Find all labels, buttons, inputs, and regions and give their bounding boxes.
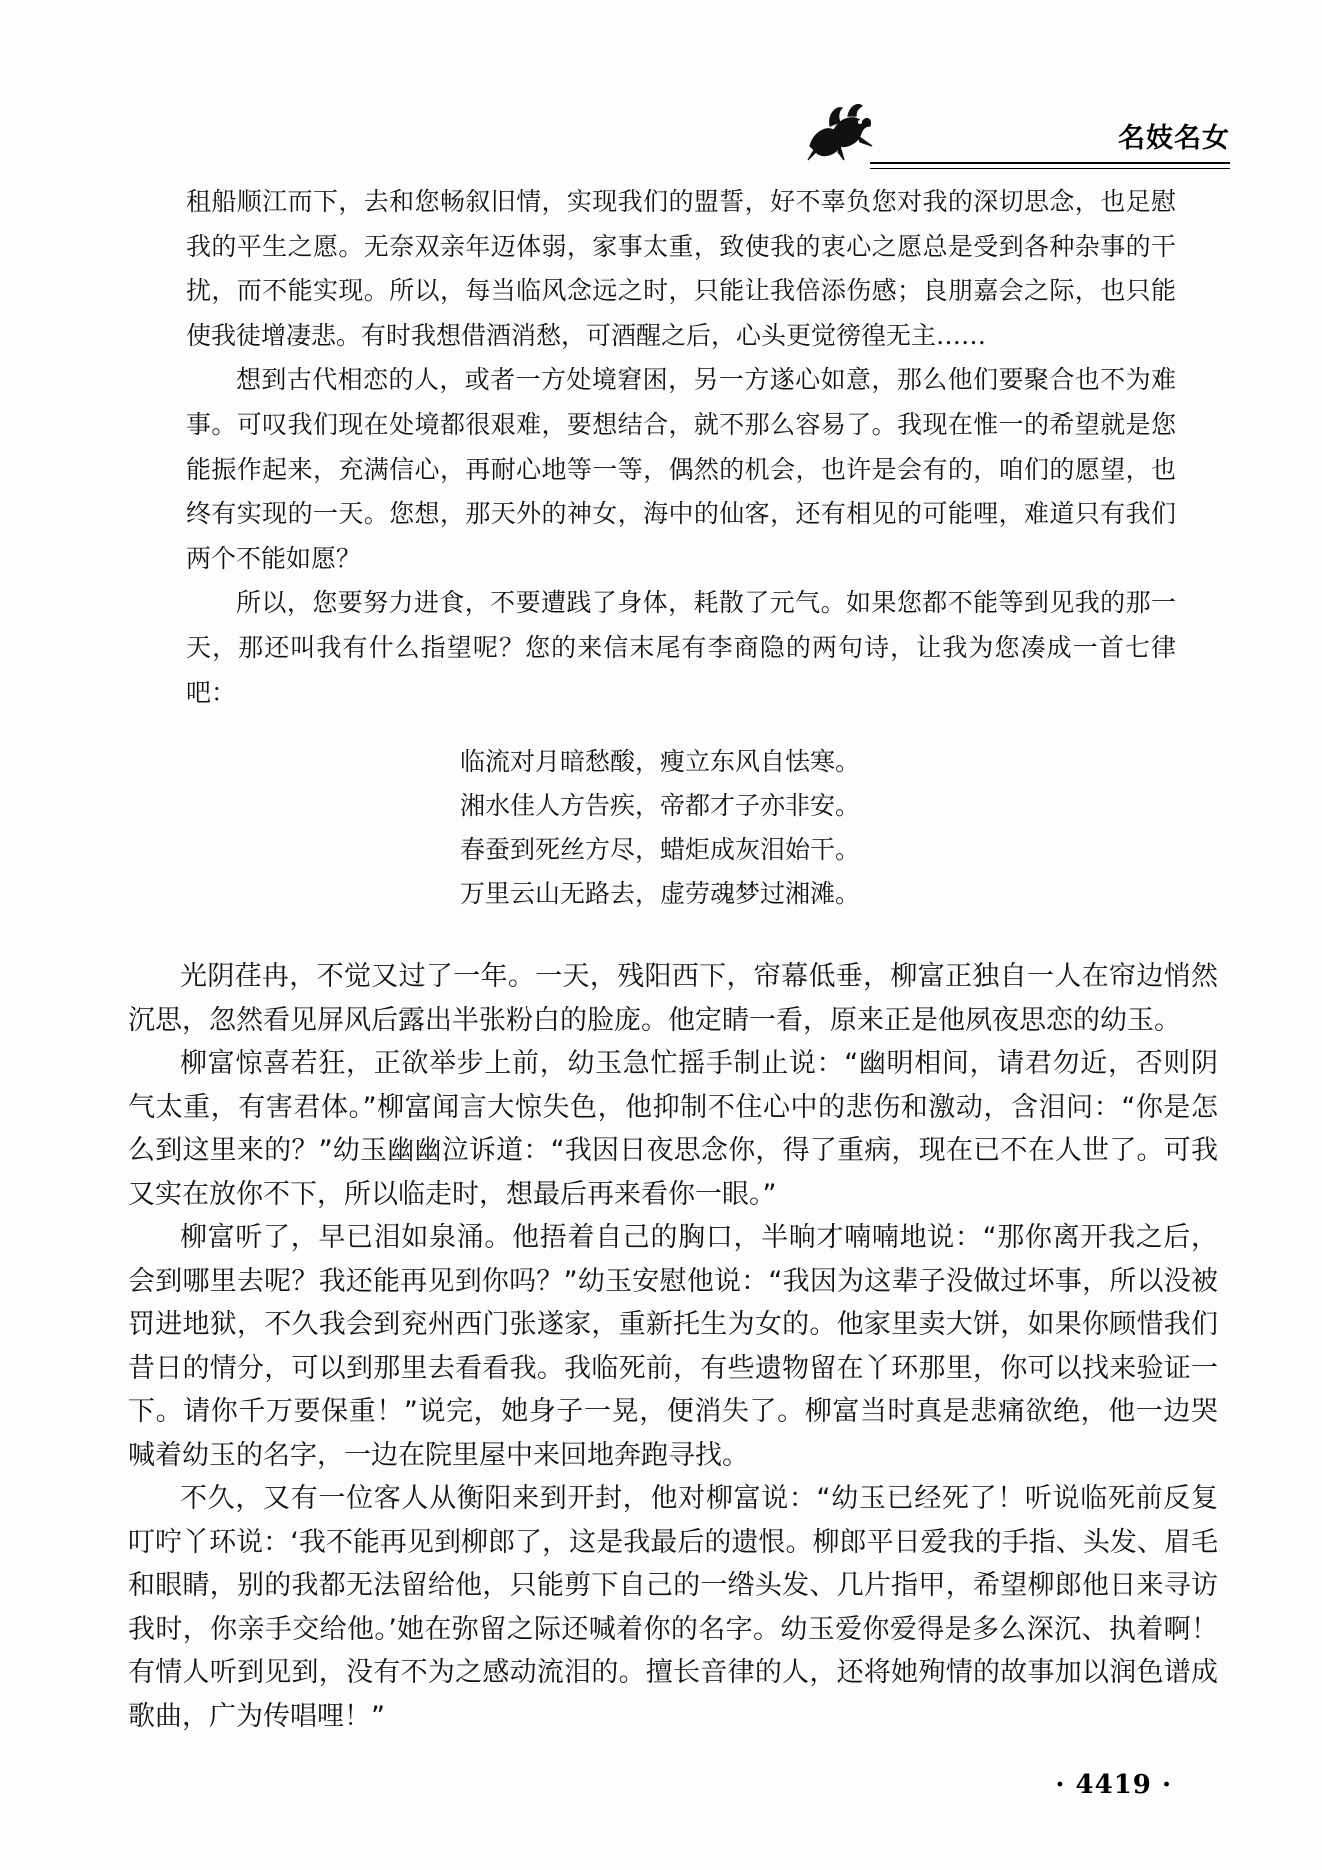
poem-line: 临流对月暗愁酸，瘦立东风自怯寒。 — [460, 747, 861, 776]
poem-line: 湘水佳人方告疾，帝都才子亦非安。 — [460, 791, 861, 820]
body-paragraph: 柳富听了，早已泪如泉涌。他捂着自己的胸口，半晌才喃喃地说：“那你离开我之后，会到哪里去呢？我还能再见到你吗？”幼玉安慰他说：“我因为这辈子没做过坏事，所以没被罚进地狱，不久我会到兖州西门张遂家，重新托生为女的。他家里卖大饼，如果你顾惜我们昔日的情分，可以到那里去看看我。我临死前，有些遗物留在丫环那里，你可以找来验证一下。请你千万要保重！”说完，她身子一晃，便消失了。柳富当时真是悲痛欲绝，他一边哭喊着幼玉的名字，一边在院里屋中来回地奔跑寻找。 — [128, 1222, 1218, 1471]
page-header — [800, 88, 1230, 163]
page-number: · 4419 · — [1055, 1770, 1172, 1800]
letter-paragraph: 想到古代相恋的人，或者一方处境窘困，另一方遂心如意，那么他们要聚合也不为难事。可叹我们现在处境都很艰难，要想结合，就不那么容易了。我现在惟一的希望就是您能振作起来，充满信心，再耐心地等一等，偶然的机会，也许是会有的，咱们的愿望，也终有实现的一天。您想，那天外的神女，海中的仙客，还有相见的可能哩，难道只有我们两个不能如愿？ — [186, 365, 1176, 573]
letter-text — [186, 180, 1176, 715]
body-paragraph: 不久，又有一位客人从衡阳来到开封，他对柳富说：“幼玉已经死了！听说临死前反复叮咛丫环说：‘我不能再见到柳郎了，这是我最后的遗恨。柳郎平日爱我的手指、头发、眉毛和眼睛，别的我都无法留给他，只能剪下自己的一绺头发、几片指甲，希望柳郎他日来寻访我时，你亲手交给他。’她在弥留之际还喊着你的名字。幼玉爱你爱得是多么深沉、执着啊！有情人听到见到，没有不为之感动流泪的。擅长音律的人，还将她殉情的故事加以润色谱成歌曲，广为传唱哩！” — [128, 1483, 1218, 1732]
letter-paragraph: 所以，您要努力进食，不要遭践了身体，耗散了元气。如果您都不能等到见我的那一天，那还叫我有什么指望呢？您的来信末尾有李商隐的两句诗，让我为您凑成一首七律吧： — [186, 588, 1176, 707]
body-paragraph: 光阴荏冉，不觉又过了一年。一天，残阳西下，帘幕低垂，柳富正独自一人在帘边悄然沉思，忽然看见屏风后露出半张粉白的脸庞。他定睛一看，原来正是他夙夜思恋的幼玉。 — [128, 961, 1218, 1036]
poem — [460, 740, 860, 916]
poem-line: 春蚕到死丝方尽，蜡炬成灰泪始干。 — [460, 835, 861, 864]
poem-line: 万里云山无路去，虚劳魂梦过湘滩。 — [460, 879, 861, 908]
body-paragraph: 柳富惊喜若狂，正欲举步上前，幼玉急忙摇手制止说：“幽明相间，请君勿近，否则阴气太重，有害君体。”柳富闻言大惊失色，他抑制不住心中的悲伤和激动，含泪问：“你是怎么到这里来的？”幼玉幽幽泣诉道：“我因日夜思念你，得了重病，现在已不在人世了。可我又实在放你不下，所以临走时，想最后再来看你一眼。” — [128, 1048, 1218, 1210]
section-title: 名妓名女 — [1118, 123, 1230, 154]
dragon-emblem-icon — [800, 96, 878, 164]
header-rule-thin — [870, 168, 1230, 169]
narrative-text — [128, 955, 1218, 1738]
letter-paragraph: 租船顺江而下，去和您畅叙旧情，实现我们的盟誓，好不辜负您对我的深切思念，也足慰我的平生之愿。无奈双亲年迈体弱，家事太重，致使我的衷心之愿总是受到各种杂事的干扰，而不能实现。所以，每当临风念远之时，只能让我倍添伤感；良朋嘉会之际，也只能使我徒增凄悲。有时我想借酒消愁，可酒醒之后，心头更觉徬徨无主…… — [186, 187, 1176, 350]
header-rule — [870, 162, 1230, 164]
